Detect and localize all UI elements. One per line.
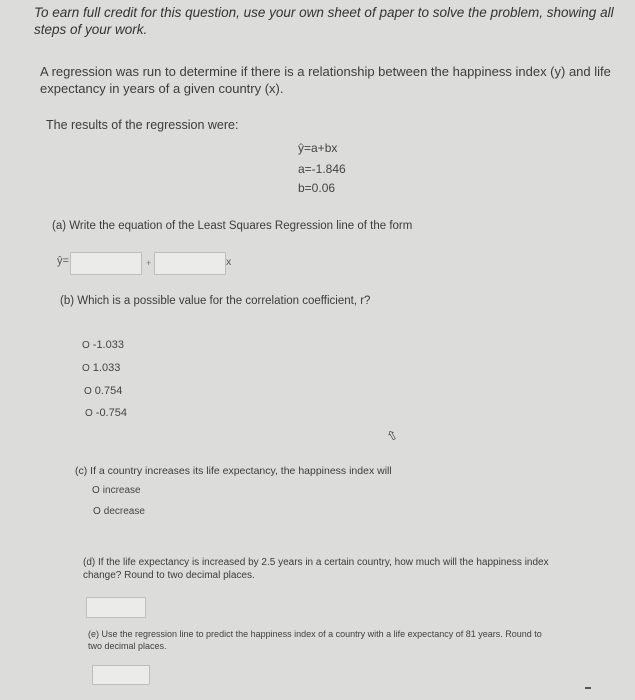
part-c-question: (c) If a country increases its life expectancy, the happiness index will xyxy=(75,465,392,477)
option-neg-0-754[interactable] xyxy=(85,407,127,419)
part-d-question: (d) If the life expectancy is increased by 2.5 years in a certain country, how much will the happiness index change? Round to two decimal places. xyxy=(83,557,549,581)
radio-icon: O xyxy=(82,340,90,351)
option-label: 1.033 xyxy=(92,362,121,374)
option-neg-1-033[interactable] xyxy=(82,339,124,351)
radio-icon: O xyxy=(82,363,90,374)
results-label: The results of the regression were: xyxy=(46,118,239,132)
instructions-text: To earn full credit for this question, use your own sheet of paper to solve the problem, showing all steps of your work. xyxy=(34,5,614,37)
page-mark xyxy=(585,687,591,689)
x-variable-label: x xyxy=(226,256,232,268)
option-increase[interactable] xyxy=(92,485,141,496)
intercept-input[interactable] xyxy=(70,252,142,275)
option-label: decrease xyxy=(103,506,145,517)
part-e-question: (e) Use the regression line to predict the happiness index of a country with a life expectancy of 81 years. Round to two decimal places. xyxy=(88,629,542,651)
radio-icon: O xyxy=(93,506,101,517)
slope-input[interactable] xyxy=(154,252,226,275)
yhat-label: ŷ= xyxy=(57,255,69,267)
part-e-answer-input[interactable] xyxy=(92,665,150,685)
option-label: -0.754 xyxy=(95,407,127,419)
plus-sign: + xyxy=(146,258,152,268)
problem-statement: A regression was run to determine if there is a relationship between the happiness index (y) and life expectancy in years of a given country (x). xyxy=(40,64,611,96)
radio-icon: O xyxy=(92,485,100,496)
part-a-question: (a) Write the equation of the Least Squares Regression line of the form xyxy=(52,220,413,232)
radio-icon: O xyxy=(85,408,93,419)
option-label: increase xyxy=(102,485,141,496)
regression-form: ŷ=a+bx xyxy=(298,141,338,155)
option-label: -1.033 xyxy=(92,339,124,351)
radio-icon: O xyxy=(84,386,92,397)
option-label: 0.754 xyxy=(94,385,123,397)
part-d-answer-input[interactable] xyxy=(86,597,146,618)
option-0-754[interactable] xyxy=(84,385,122,397)
option-decrease[interactable] xyxy=(93,506,145,517)
regression-a-value: a=-1.846 xyxy=(298,162,346,176)
part-b-question: (b) Which is a possible value for the correlation coefficient, r? xyxy=(60,295,371,307)
mouse-cursor-icon: ⇧ xyxy=(383,426,401,445)
option-1-033[interactable] xyxy=(82,362,120,374)
regression-b-value: b=0.06 xyxy=(298,181,336,195)
